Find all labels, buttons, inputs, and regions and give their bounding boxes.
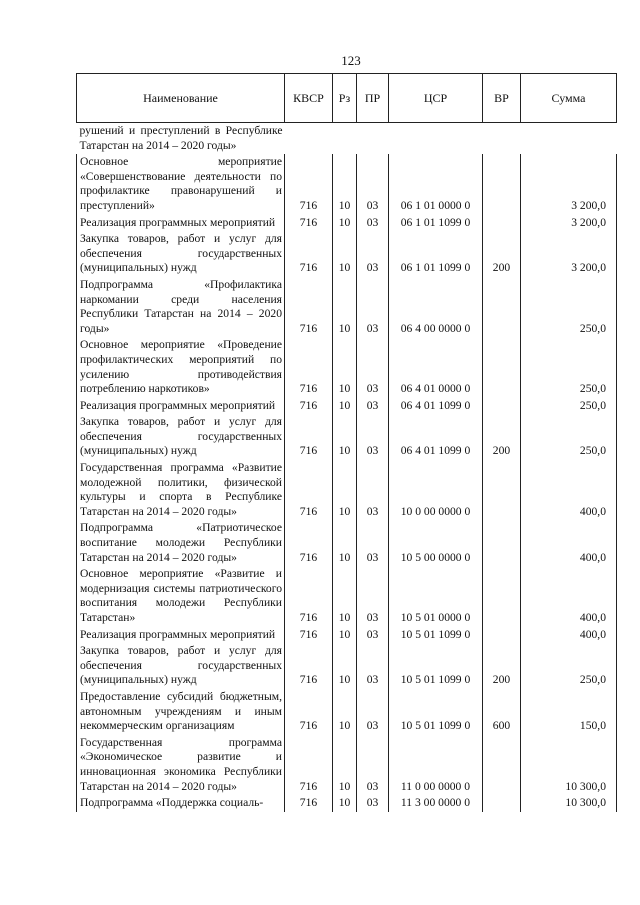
cell-rz: 10 [333,398,357,415]
cell-name: Подпрограмма «Патриотическое воспитание молодежи Республики Татарстан на 2014 – 2020 годы» [77,520,285,566]
header-csr: ЦСР [389,74,483,123]
cell-name: Предоставление субсидий бюджетным, автономным учреждениям и иным некоммерческим организациям [77,689,285,735]
cell-pr: 03 [357,154,389,214]
cell-kvsr: 716 [285,795,333,812]
cell-csr: 06 4 01 1099 0 [389,414,483,460]
cell-name: Реализация программных мероприятий [77,627,285,644]
cell-rz: 10 [333,277,357,337]
cell-name: Государственная программа «Развитие молодежной политики, физической культуры и спорта в Республике Татарстан на 2014 – 2020 годы» [77,460,285,520]
cell-kvsr: 716 [285,337,333,397]
cell-name: Реализация программных мероприятий [77,398,285,415]
cell-csr: 10 5 01 0000 0 [389,566,483,626]
cell-csr: 06 1 01 0000 0 [389,154,483,214]
cell-sum: 250,0 [521,337,617,397]
page-number: 123 [341,53,361,68]
cell-csr: 10 5 01 1099 0 [389,643,483,689]
cell-rz: 10 [333,627,357,644]
cell-sum: 10 300,0 [521,735,617,795]
cell-vr: 200 [483,231,521,277]
cell-rz: 10 [333,231,357,277]
cell-vr [483,795,521,812]
cell-csr: 10 5 00 0000 0 [389,520,483,566]
cell-rz: 10 [333,643,357,689]
cell-csr: 10 5 01 1099 0 [389,627,483,644]
cell-kvsr: 716 [285,231,333,277]
cell-name: рушений и преступлений в Республике Татарстан на 2014 – 2020 годы» [79,124,283,152]
cell-rz: 10 [333,337,357,397]
table-row [77,154,617,214]
cell-pr: 03 [357,795,389,812]
table-row [77,566,617,626]
cell-kvsr: 716 [285,566,333,626]
table-row [77,460,617,520]
cell-pr: 03 [357,689,389,735]
cell-kvsr: 716 [285,414,333,460]
cell-sum: 10 300,0 [521,795,617,812]
header-pr: ПР [357,74,389,123]
cell-vr [483,520,521,566]
cell-pr: 03 [357,277,389,337]
table-row [77,795,617,812]
cell-kvsr [285,123,333,155]
cell-csr: 10 5 01 1099 0 [389,689,483,735]
cell-name: Закупка товаров, работ и услуг для обеспечения государственных (муниципальных) нужд [77,414,285,460]
cell-kvsr: 716 [285,689,333,735]
table-header-row [77,74,617,123]
cell-vr [483,123,521,155]
cell-csr: 11 0 00 0000 0 [389,735,483,795]
cell-kvsr: 716 [285,643,333,689]
cell-sum: 250,0 [521,277,617,337]
cell-vr [483,735,521,795]
cell-rz: 10 [333,460,357,520]
cell-sum: 150,0 [521,689,617,735]
cell-name: Закупка товаров, работ и услуг для обеспечения государственных (муниципальных) нужд [77,643,285,689]
cell-kvsr: 716 [285,520,333,566]
cell-vr [483,154,521,214]
cell-kvsr: 716 [285,460,333,520]
table-row [77,735,617,795]
cell-csr [389,123,483,155]
cell-sum: 400,0 [521,566,617,626]
cell-rz: 10 [333,566,357,626]
cell-csr: 06 4 01 0000 0 [389,337,483,397]
cell-pr: 03 [357,414,389,460]
cell-rz: 10 [333,795,357,812]
cell-csr: 11 3 00 0000 0 [389,795,483,812]
cell-pr [357,123,389,155]
cell-name: Подпрограмма «Поддержка социаль- [77,795,285,812]
cell-name: Основное мероприятие «Проведение профилактических мероприятий по усилению противодействия потреблению наркотиков» [77,337,285,397]
table-row [77,123,617,155]
cell-sum: 250,0 [521,643,617,689]
cell-kvsr: 716 [285,735,333,795]
cell-sum: 400,0 [521,460,617,520]
cell-kvsr: 716 [285,154,333,214]
cell-sum: 250,0 [521,398,617,415]
cell-sum: 250,0 [521,414,617,460]
cell-name: Закупка товаров, работ и услуг для обеспечения государственных (муниципальных) нужд [77,231,285,277]
cell-vr: 600 [483,689,521,735]
cell-vr: 200 [483,643,521,689]
cell-rz: 10 [333,689,357,735]
cell-rz: 10 [333,520,357,566]
table-row [77,627,617,644]
header-name: Наименование [77,74,285,123]
cell-sum: 400,0 [521,627,617,644]
table-row [77,277,617,337]
cell-pr: 03 [357,627,389,644]
budget-table [76,73,617,812]
cell-name: Государственная программа «Экономическое развитие и инновационная экономика Республики Татарстан на 2014 – 2020 годы» [77,735,285,795]
cell-pr: 03 [357,398,389,415]
cell-pr: 03 [357,231,389,277]
cell-rz: 10 [333,414,357,460]
header-sum: Сумма [521,74,617,123]
cell-vr [483,627,521,644]
cell-name: Основное мероприятие «Совершенствование деятельности по профилактике правонарушений и преступлений» [77,154,285,214]
cell-kvsr: 716 [285,215,333,232]
table-row [77,215,617,232]
cell-vr: 200 [483,414,521,460]
cell-sum: 3 200,0 [521,154,617,214]
cell-name: Основное мероприятие «Развитие и модернизация системы патриотического воспитания молодежи Республики Татарстан» [77,566,285,626]
cell-csr: 06 1 01 1099 0 [389,215,483,232]
cell-pr: 03 [357,337,389,397]
table-row [77,643,617,689]
cell-pr: 03 [357,735,389,795]
cell-vr [483,337,521,397]
cell-name: Подпрограмма «Профилактика наркомании среди населения Республики Татарстан на 2014 – 2020 годы» [77,277,285,337]
cell-sum [521,123,617,155]
cell-pr: 03 [357,520,389,566]
cell-vr [483,566,521,626]
table-row [77,689,617,735]
cell-sum: 400,0 [521,520,617,566]
cell-rz [333,123,357,155]
header-rz: Рз [333,74,357,123]
cell-pr: 03 [357,643,389,689]
cell-csr: 06 1 01 1099 0 [389,231,483,277]
cell-pr: 03 [357,566,389,626]
cell-vr [483,460,521,520]
cell-csr: 06 4 01 1099 0 [389,398,483,415]
cell-kvsr: 716 [285,627,333,644]
cell-kvsr: 716 [285,277,333,337]
cell-pr: 03 [357,215,389,232]
cell-rz: 10 [333,215,357,232]
cell-csr: 10 0 00 0000 0 [389,460,483,520]
cell-rz: 10 [333,154,357,214]
cell-pr: 03 [357,460,389,520]
cell-sum: 3 200,0 [521,215,617,232]
table-row [77,231,617,277]
table-row [77,398,617,415]
table-row [77,337,617,397]
cell-vr [483,215,521,232]
header-vr: ВР [483,74,521,123]
header-kvsr: КВСР [285,74,333,123]
cell-csr: 06 4 00 0000 0 [389,277,483,337]
cell-name: Реализация программных мероприятий [77,215,285,232]
table-row [77,520,617,566]
cell-sum: 3 200,0 [521,231,617,277]
cell-rz: 10 [333,735,357,795]
cell-vr [483,398,521,415]
table-row [77,414,617,460]
cell-vr [483,277,521,337]
cell-kvsr: 716 [285,398,333,415]
